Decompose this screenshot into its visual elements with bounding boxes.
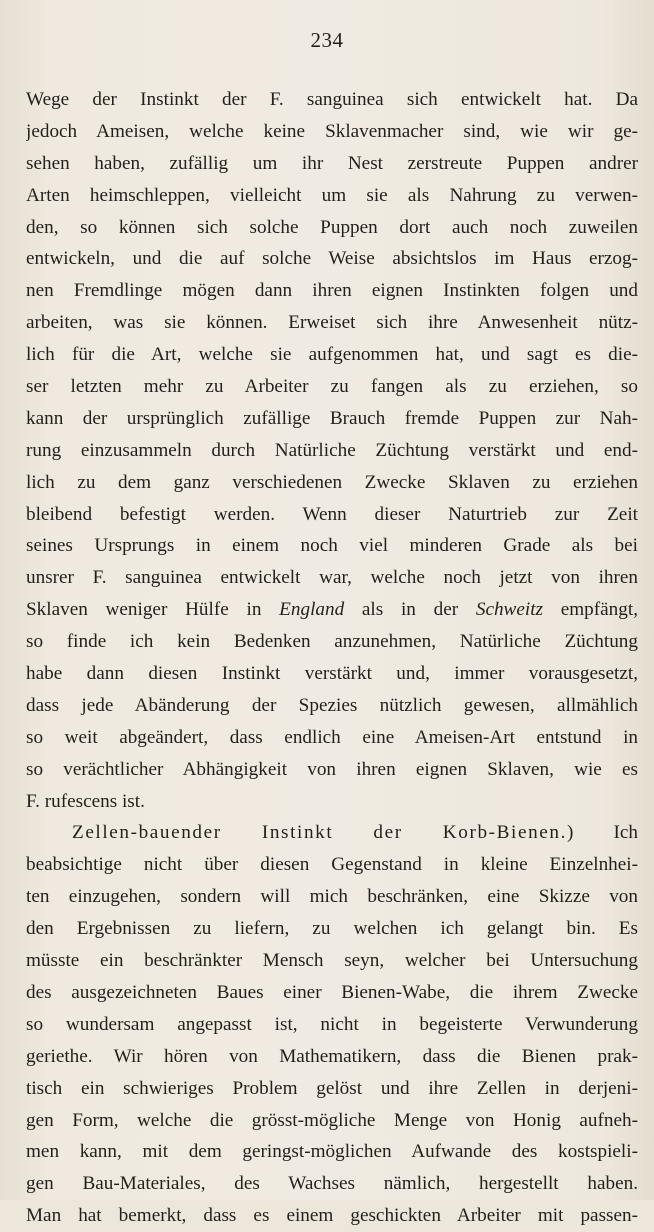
text-segment: so finde ich kein Bedenken anzunehmen, Natürliche Züchtung xyxy=(26,631,638,653)
text-line xyxy=(26,658,638,690)
text-segment: lich für die Art, welche sie aufgenommen hat, und sagt es die- xyxy=(26,344,638,366)
text-line xyxy=(26,849,638,881)
text-segment: rung einzusammeln durch Natürliche Züchtung verstärkt und end- xyxy=(26,439,638,461)
text-line xyxy=(26,977,638,1009)
text-line xyxy=(26,594,638,626)
text-line xyxy=(26,435,638,467)
text-segment: Ich xyxy=(574,822,638,844)
text-line xyxy=(26,148,638,180)
text-line xyxy=(26,307,638,339)
text-segment: beabsichtige nicht über diesen Gegenstand in kleine Einzelnhei- xyxy=(26,854,638,876)
text-segment: sehen haben, zufällig um ihr Nest zerstreute Puppen andrer xyxy=(26,152,638,174)
text-segment: des ausgezeichneten Baues einer Bienen-Wabe, die ihrem Zwecke xyxy=(26,981,638,1003)
text-segment: lich zu dem ganz verschiedenen Zwecke Sklaven zu erziehen xyxy=(26,471,638,493)
text-segment: habe dann diesen Instinkt verstärkt und, immer vorausgesetzt, xyxy=(26,663,638,685)
text-line xyxy=(26,499,638,531)
text-line xyxy=(26,562,638,594)
text-segment: unsrer F. sanguinea entwickelt war, welche noch jetzt von ihren xyxy=(26,567,638,589)
text-segment: F. rufescens ist. xyxy=(26,790,145,812)
text-line xyxy=(26,1136,638,1168)
text-line xyxy=(26,116,638,148)
section-heading: Zellen-bauender Instinkt der Korb-Bienen.) xyxy=(72,822,575,844)
text-line xyxy=(26,1009,638,1041)
text-segment: arbeiten, was sie können. Erweiset sich ihre Anwesenheit nütz- xyxy=(26,312,638,334)
text-segment: Sklaven weniger Hülfe in xyxy=(26,599,280,621)
text-segment: geriethe. Wir hören von Mathematikern, dass die Bienen prak- xyxy=(26,1045,638,1067)
text-line xyxy=(26,722,638,754)
text-line xyxy=(26,403,638,435)
text-segment: empfängt, xyxy=(543,599,638,621)
text-line xyxy=(26,690,638,722)
text-line xyxy=(26,212,638,244)
text-segment: Arten heimschleppen, vielleicht um sie als Nahrung zu verwen- xyxy=(26,184,638,206)
text-segment: gen Bau-Materiales, des Wachses nämlich, hergestellt haben. xyxy=(26,1173,638,1195)
text-line xyxy=(26,180,638,212)
text-line xyxy=(26,945,638,977)
text-line xyxy=(26,1073,638,1105)
section-heading-line xyxy=(26,817,638,849)
text-line xyxy=(26,913,638,945)
text-line xyxy=(26,275,638,307)
text-line xyxy=(26,371,638,403)
text-segment: ten einzugehen, sondern will mich beschränken, eine Skizze von xyxy=(26,886,638,908)
text-segment: müsste ein beschränkter Mensch seyn, welcher bei Untersuchung xyxy=(26,950,638,972)
page-number: 234 xyxy=(310,28,344,52)
text-segment: men kann, mit dem geringst-möglichen Aufwande des kostspieli- xyxy=(26,1141,638,1163)
body-text xyxy=(26,84,638,1232)
text-segment: nen Fremdlinge mögen dann ihren eignen Instinkten folgen und xyxy=(26,280,638,302)
text-line xyxy=(26,881,638,913)
italic-place-name: England xyxy=(279,599,345,621)
text-segment: jedoch Ameisen, welche keine Sklavenmacher sind, wie wir ge- xyxy=(26,120,638,142)
text-line xyxy=(26,467,638,499)
text-segment: entwickeln, und die auf solche Weise absichtslos im Haus erzog- xyxy=(26,248,638,270)
text-segment: als in der xyxy=(344,599,476,621)
text-segment: kann der ursprünglich zufällige Brauch fremde Puppen zur Nah- xyxy=(26,407,638,429)
text-segment: gen Form, welche die grösst-mögliche Menge von Honig aufneh- xyxy=(26,1109,638,1131)
text-line xyxy=(26,1168,638,1200)
text-segment: Wege der Instinkt der F. sanguinea sich entwickelt hat. Da xyxy=(26,89,638,110)
text-line xyxy=(26,530,638,562)
text-line xyxy=(26,84,638,116)
text-segment: so verächtlicher Abhängigkeit von ihren eignen Sklaven, wie es xyxy=(26,758,638,780)
text-segment: so wundersam angepasst ist, nicht in begeisterte Verwunderung xyxy=(26,1013,638,1035)
text-line xyxy=(26,754,638,786)
text-segment: ser letzten mehr zu Arbeiter zu fangen als zu erziehen, so xyxy=(26,376,638,398)
text-line xyxy=(26,243,638,275)
text-line xyxy=(26,1041,638,1073)
text-segment: so weit abgeändert, dass endlich eine Ameisen-Art entstund in xyxy=(26,726,638,748)
text-segment: Man hat bemerkt, dass es einem geschickten Arbeiter mit passen- xyxy=(26,1205,638,1227)
text-segment: dass jede Abänderung der Spezies nützlich gewesen, allmählich xyxy=(26,694,638,716)
text-segment: tisch ein schwieriges Problem gelöst und ihre Zellen in derjeni- xyxy=(26,1077,638,1099)
text-segment: den, so können sich solche Puppen dort auch noch zuweilen xyxy=(26,216,638,238)
text-segment: seines Ursprungs in einem noch viel minderen Grade als bei xyxy=(26,535,638,557)
text-line xyxy=(26,786,638,818)
text-line xyxy=(26,1105,638,1137)
text-line xyxy=(26,339,638,371)
text-line xyxy=(26,626,638,658)
italic-place-name: Schweitz xyxy=(475,599,543,621)
text-segment: den Ergebnissen zu liefern, zu welchen ich gelangt bin. Es xyxy=(26,918,638,940)
text-segment: bleibend befestigt werden. Wenn dieser Naturtrieb zur Zeit xyxy=(26,503,638,525)
text-line xyxy=(26,1200,638,1232)
